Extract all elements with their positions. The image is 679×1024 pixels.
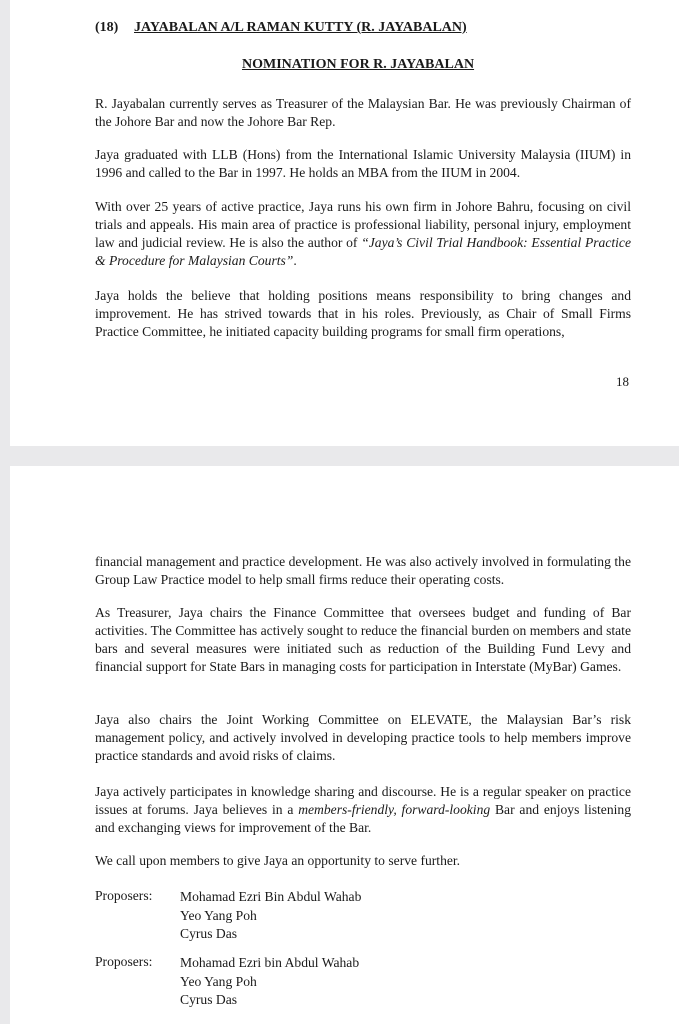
proposer-name: Mohamad Ezri bin Abdul Wahab (180, 955, 360, 970)
proposer-name: Yeo Yang Poh (180, 907, 257, 923)
practice-text: With over 25 years of active practice, Jaya runs his own firm in Johore Bahru, focusing on civil trials and appeals. His main area of practice is professional liability, personal injury, employment law and judicial review. He is also the author of (95, 199, 631, 250)
proposers-list (180, 888, 361, 944)
paragraph-beliefs: Jaya holds the believe that holding positions means responsibility to bring changes and improvement. He has strived towards that in his roles. Previously, as Chair of Small Firms Practice Committee, he initiated capacity building programs for small firm operations, (95, 288, 631, 339)
paragraph-financial-management: financial management and practice development. He was also actively involved in formulating the Group Law Practice model to help small firms reduce their operating costs. (95, 554, 631, 587)
knowledge-text: Jaya actively participates in knowledge sharing and discourse. He is a regular speaker on practice issues at forums. Jaya believes in a (95, 784, 631, 817)
paragraph-practice (95, 198, 631, 270)
paragraph-education: Jaya graduated with LLB (Hons) from the International Islamic University Malaysia (IIUM) in 1996 and called to the Bar in 1997. He holds an MBA from the IIUM in 2004. (95, 147, 631, 180)
nomination-number: (18) (95, 20, 119, 35)
bar-qualities: members-friendly, forward-looking (298, 802, 491, 817)
practice-text-end: . (293, 253, 297, 268)
nomination-subtitle: NOMINATION FOR R. JAYABALAN (242, 57, 475, 72)
paragraph-current-role: R. Jayabalan currently serves as Treasurer of the Malaysian Bar. He was previously Chairman of the Johore Bar and now the Johore Bar Rep. (95, 96, 631, 129)
proposers-label: Proposers: (95, 888, 153, 903)
nominee-name-heading: JAYABALAN A/L RAMAN KUTTY (R. JAYABALAN) (134, 20, 467, 35)
handbook-title: “Jaya’s Civil Trial Handbook: Essential Practice & Procedure for Malaysian Courts” (95, 235, 631, 268)
paragraph-elevate: Jaya also chairs the Joint Working Committee on ELEVATE, the Malaysian Bar’s risk management policy, and actively involved in developing practice tools to help members improve practice standards and avoid risks of claims. (95, 712, 631, 763)
proposer-name: Cyrus Das (180, 926, 238, 941)
page-number: 18 (616, 374, 629, 389)
proposers-label: Proposers: (95, 954, 153, 969)
document-page-2 (10, 466, 679, 1024)
proposer-name: Mohamad Ezri Bin Abdul Wahab (180, 889, 362, 904)
proposer-name: Yeo Yang Poh (180, 973, 257, 989)
paragraph-knowledge-sharing (95, 783, 631, 837)
knowledge-text-end: Bar and enjoys listening and exchanging views for improvement of the Bar. (95, 802, 631, 835)
proposers-list (180, 954, 359, 1010)
document-page-1 (10, 0, 679, 446)
paragraph-treasurer: As Treasurer, Jaya chairs the Finance Committee that oversees budget and funding of Bar activities. The Committee has actively sought to reduce the financial burden on members and state bars and several measures were initiated such as reduction of the Building Fund Levy and financial support for State Bars in managing costs for participation in Interstate (MyBar) Games. (95, 605, 631, 674)
proposer-name: Cyrus Das (180, 992, 238, 1007)
paragraph-call-to-action: We call upon members to give Jaya an opportunity to serve further. (95, 853, 461, 868)
